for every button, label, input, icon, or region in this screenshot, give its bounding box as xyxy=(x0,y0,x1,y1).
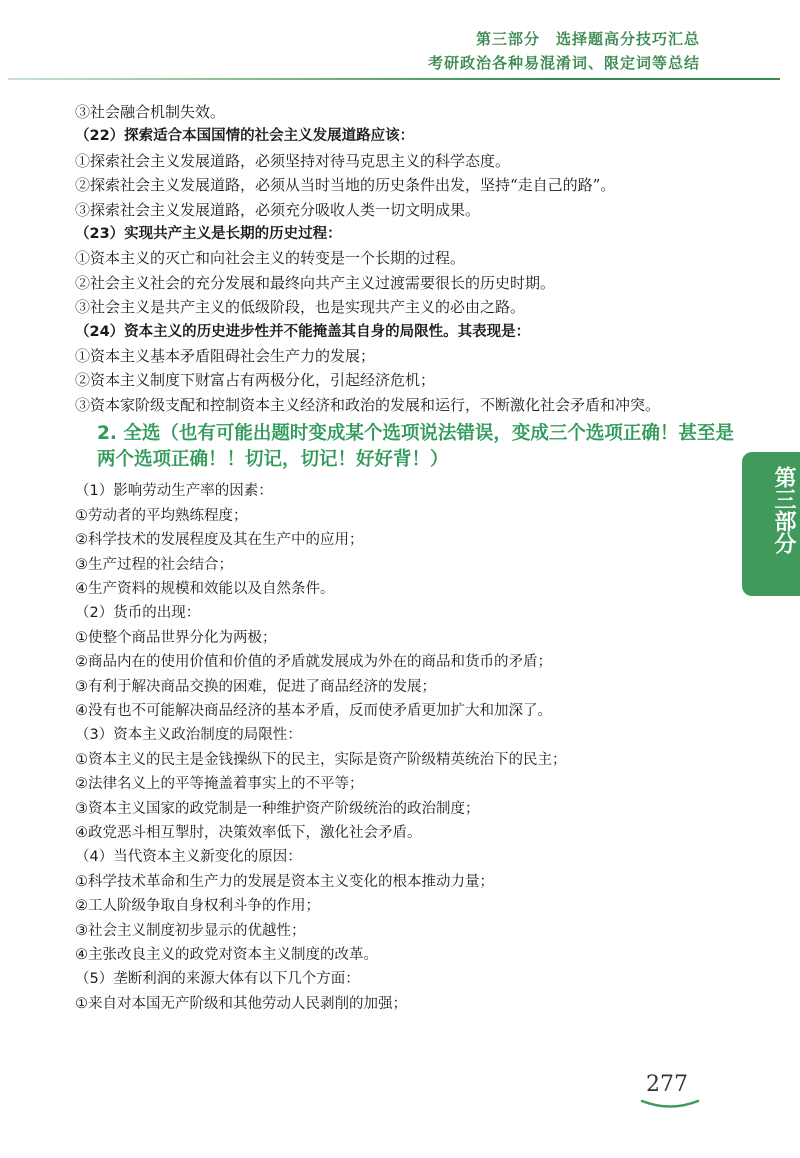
page-body xyxy=(75,100,734,1016)
header-title: 第三部分 选择题高分技巧汇总 xyxy=(475,30,700,48)
text-line: ③有利于解决商品交换的困难，促进了商品经济的发展； xyxy=(75,678,436,695)
section-side-tab xyxy=(742,452,800,596)
item-heading: （24）资本主义的历史进步性并不能掩盖其自身的局限性。其表现是： xyxy=(75,323,531,340)
item-heading: （22）探索适合本国国情的社会主义发展道路应该： xyxy=(75,128,415,145)
text-line: ③社会融合机制失效。 xyxy=(75,103,226,121)
item-heading: （4）当代资本主义新变化的原因： xyxy=(75,849,302,866)
item-heading: （3）资本主义政治制度的局限性： xyxy=(75,727,302,744)
page-number-swoosh xyxy=(640,1098,700,1110)
item-heading: （5）垄断利润的来源大体有以下几个方面： xyxy=(75,971,360,988)
text-line: ②法律名义上的平等掩盖着事实上的不平等； xyxy=(75,776,364,793)
header-rule xyxy=(8,78,780,80)
page-number: 277 xyxy=(646,1072,688,1097)
header-subtitle: 考研政治各种易混淆词、限定词等总结 xyxy=(427,54,700,72)
text-line: ④生产资料的规模和效能以及自然条件。 xyxy=(75,580,335,597)
text-line: ①资本主义的灭亡和向社会主义的转变是一个长期的过程。 xyxy=(75,249,466,268)
text-line: ②资本主义制度下财富占有两极分化，引起经济危机； xyxy=(75,371,436,390)
swoosh-path xyxy=(642,1101,698,1107)
item-heading: （1）影响劳动生产率的因素： xyxy=(75,483,273,500)
text-line: ③资本主义国家的政党制是一种维护资产阶级统治的政治制度； xyxy=(75,800,480,817)
text-line: ①劳动者的平均熟练程度； xyxy=(75,507,248,524)
text-line: ④主张改良主义的政党对资本主义制度的改革。 xyxy=(75,947,378,963)
side-tab-label: 第三部分 xyxy=(771,466,796,554)
text-line: ②商品内在的使用价值和价值的矛盾就发展成为外在的商品和货币的矛盾； xyxy=(75,654,552,671)
text-line: ①使整个商品世界分化为两极； xyxy=(75,629,277,646)
text-line: ③社会主义制度初步显示的优越性； xyxy=(75,922,306,939)
text-line: ②探索社会主义发展道路，必须从当时当地的历史条件出发，坚持“走自己的路”。 xyxy=(75,176,616,195)
text-line: ③资本家阶级支配和控制资本主义经济和政治的发展和运行，不断激化社会矛盾和冲突。 xyxy=(75,395,661,414)
text-line: ④政党恶斗相互掣肘，决策效率低下，激化社会矛盾。 xyxy=(75,824,422,841)
text-line: ①探索社会主义发展道路，必须坚持对待马克思主义的科学态度。 xyxy=(75,151,511,170)
section-title: 2. 全选（也有可能出题时变成某个选项说法错误，变成三个选项正确！甚至是两个选项正确！！切记，切记！好好背！） xyxy=(97,423,734,471)
text-line: ④没有也不可能解决商品经济的基本矛盾，反而使矛盾更加扩大和加深了。 xyxy=(75,702,552,719)
text-line: ③社会主义是共产主义的低级阶段，也是实现共产主义的必由之路。 xyxy=(75,298,526,317)
text-line: ③生产过程的社会结合； xyxy=(75,556,233,573)
text-line: ①来自对本国无产阶级和其他劳动人民剥削的加强； xyxy=(75,995,407,1012)
page-header xyxy=(0,0,800,80)
item-heading: （23）实现共产主义是长期的历史过程： xyxy=(75,226,342,243)
text-line: ①科学技术革命和生产力的发展是资本主义变化的根本推动力量； xyxy=(75,873,494,890)
text-line: ②社会主义社会的充分发展和最终向共产主义过渡需要很长的历史时期。 xyxy=(75,273,556,292)
item-heading: （2）货币的出现： xyxy=(75,605,201,622)
text-line: ③探索社会主义发展道路，必须充分吸收人类一切文明成果。 xyxy=(75,200,481,219)
text-line: ①资本主义基本矛盾阻碍社会生产力的发展； xyxy=(75,347,376,366)
text-line: ①资本主义的民主是金钱操纵下的民主，实际是资产阶级精英统治下的民主； xyxy=(75,751,567,768)
text-line: ②科学技术的发展程度及其在生产中的应用； xyxy=(75,532,364,549)
text-line: ②工人阶级争取自身权利斗争的作用； xyxy=(75,898,320,915)
